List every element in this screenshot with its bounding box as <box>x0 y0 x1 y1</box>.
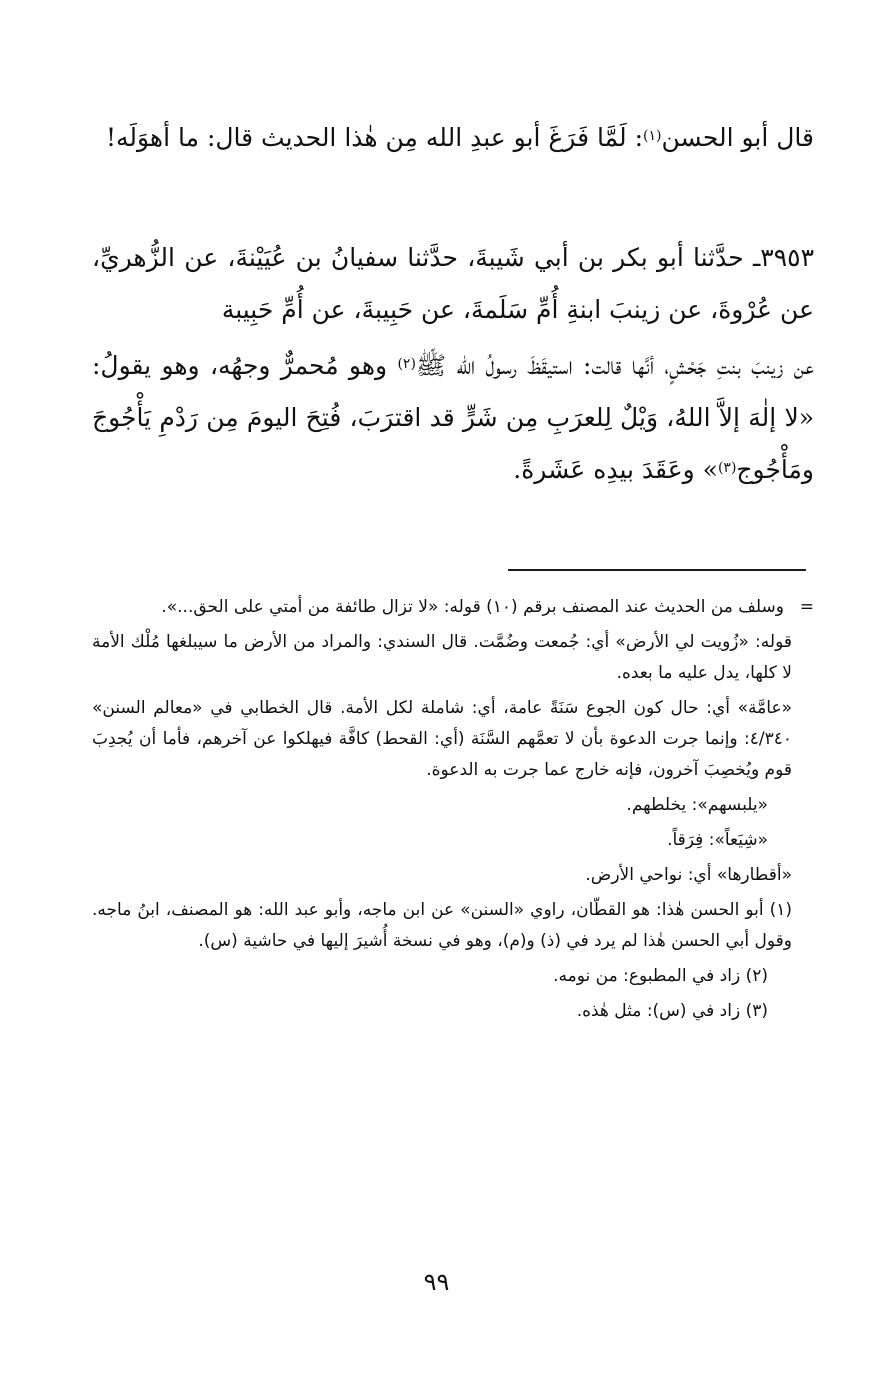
p1-text-b: : لَمَّا فَرَغَ أبو عبدِ الله مِن هٰذا الحديث قال: ما أهوَلَه! <box>105 123 644 152</box>
footnote-divider <box>508 569 806 571</box>
note-yalbisahum: «يلبسهم»: يخلطهم. <box>626 795 768 815</box>
note-text-1: وسلف من الحديث عند المصنف برقم (١٠) قوله: «لا تزال طائفة من أمتي على الحق...». <box>161 597 784 617</box>
hadith-isnad: ٣٩٥٣ـ حدَّثنا أبو بكر بن أبي شَيبةَ، حدَّثنا سفيانُ بن عُيَيْنةَ، عن الزُّهريِّ، عن عُرْوةَ، عن زينبَ ابنةِ أُمِّ سَلَمةَ، عن حَبِيبةَ، عن أُمِّ حَبِيبة <box>92 243 814 324</box>
p3-text-b: وهو مُحمرٌّ وجهُه، وهو يقولُ: «لا إلٰهَ إلاَّ اللهُ، وَيْلٌ لِلعرَبِ مِن شَرٍّ قد اقترَبَ، فُتِحَ اليومَ مِن رَدْمِ يَأْجُوجَ ومَأْجُوج <box>92 351 814 484</box>
note-aqtariha: «أقطارها» أي: نواحي الأرض. <box>585 865 792 885</box>
continuation-mark: = <box>799 597 814 617</box>
main-paragraph-1 <box>92 112 814 164</box>
footnote-ref-3: (٣) <box>717 460 737 476</box>
note-amma: «عامَّة» أي: حال كون الجوع سَنَةً عامة، أي: شاملة لكل الأمة. قال الخطابي في «معالم السنن» ٤/٣٤٠: وإنما جرت الدعوة بأن لا تعمَّهم السَّنَة (أي: القحط) كافَّة فيهلكوا عن آخرهم، فأما أن يُجدِبَ قوم ويُخصِبَ آخرون، فإنه خارج عما جرت به الدعوة. <box>92 698 792 780</box>
main-paragraph-2 <box>92 232 814 336</box>
footnote-ref-2: (٢) <box>397 356 416 372</box>
note-zuwiyat: قوله: «زُويت لي الأرض» أي: جُمعت وضُمَّت. قال السندي: والمراد من الأرض ما سيبلغها مُلْك الأمة لا كلها، يدل عليه ما بعده. <box>92 632 792 683</box>
main-paragraph-3 <box>92 340 814 496</box>
p1-text-a: قال أبو الحسن <box>661 123 814 152</box>
footnote-2: (٢) زاد في المطبوع: من نومه. <box>553 966 768 986</box>
p3-text-a: عن زينبَ بنتِ جَحْشٍ، أنَّها قالت: استيقَظَ رسولُ الله ﷺ <box>415 351 815 380</box>
p3-text-c: » وعَقَدَ بيدِه عَشَرةً. <box>513 455 718 484</box>
page-number: ٩٩ <box>423 1268 450 1296</box>
footnote-1: (١) أبو الحسن هٰذا: هو القطّان، راوي «السنن» عن ابن ماجه، وأبو عبد الله: هو المصنف، ابنُ ماجه. وقول أبي الحسن هٰذا لم يرد في (ذ) و(م)، وهو في نسخة أُشيرَ إليها في حاشية (س). <box>92 900 792 951</box>
note-continuation <box>92 592 814 623</box>
footnote-3: (٣) زاد في (س): مثل هٰذه. <box>576 1001 768 1021</box>
footnote-ref-1: (١) <box>643 128 662 144</box>
note-shiyaan: «شِيَعاً»: فِرَقاً. <box>667 830 768 850</box>
footnotes <box>92 592 814 1031</box>
